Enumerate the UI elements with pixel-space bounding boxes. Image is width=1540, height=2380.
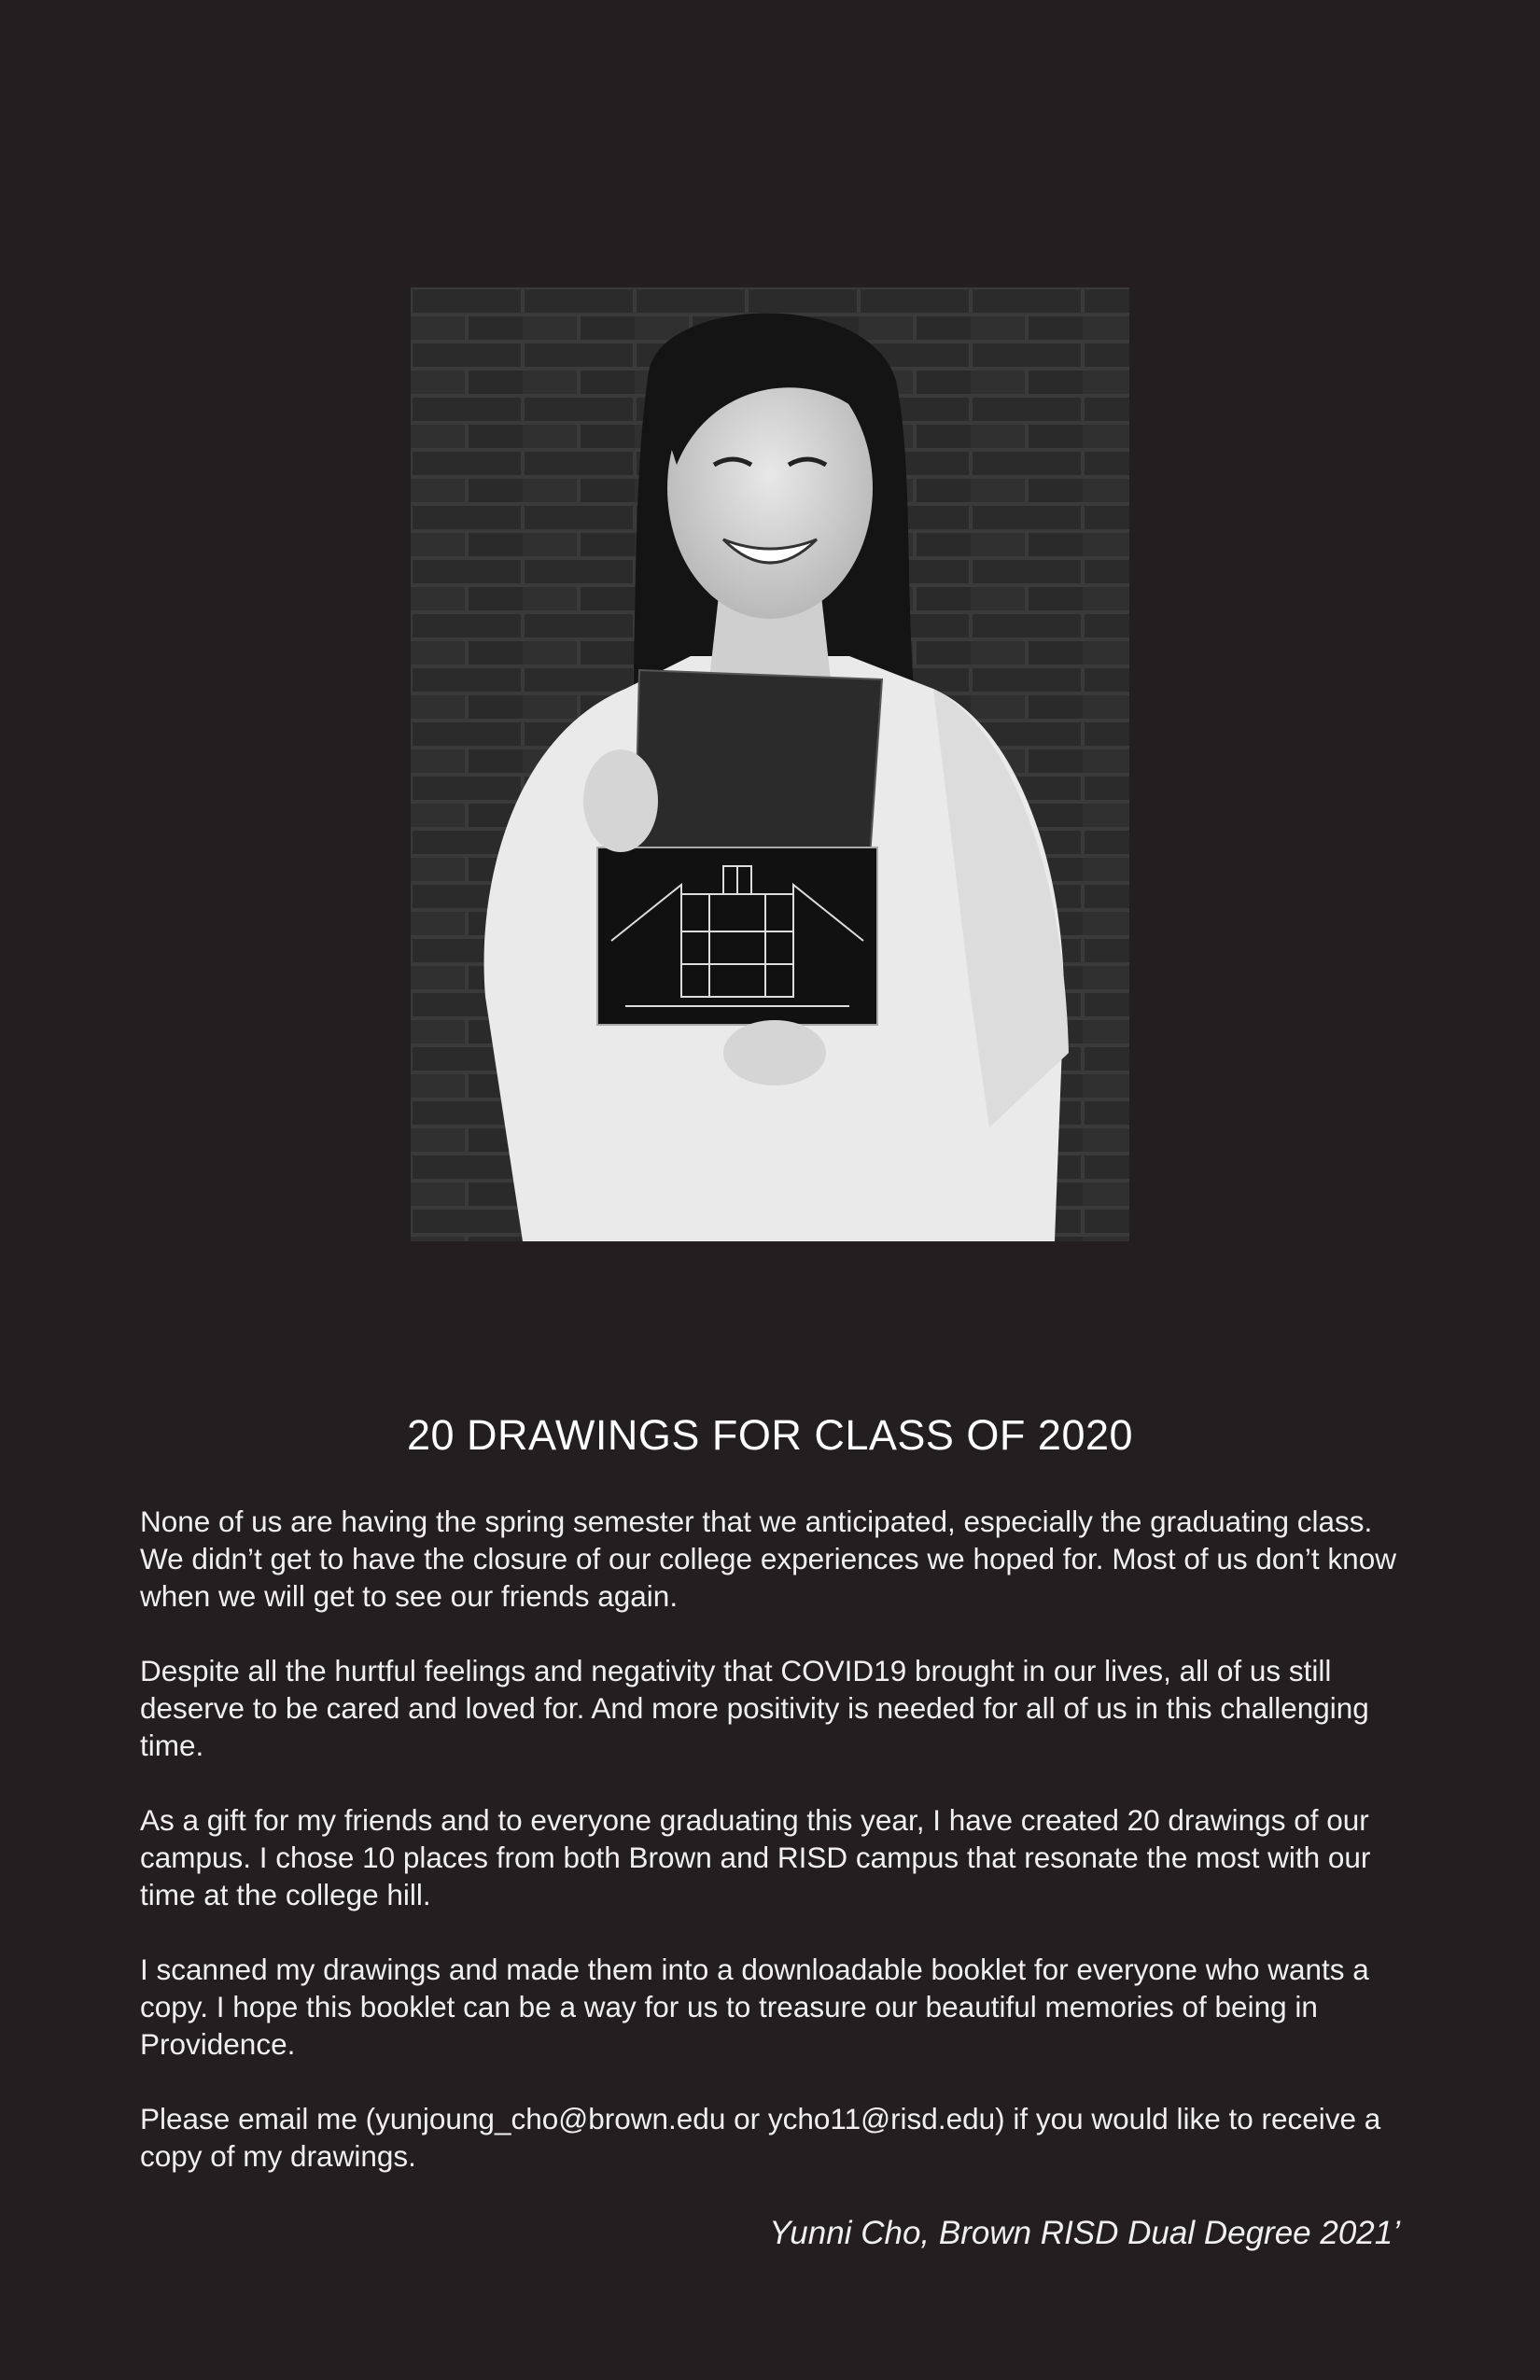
paragraph: Please email me (yunjoung_cho@brown.edu or ycho11@risd.edu) if you would like to receive a copy of my drawings. bbox=[140, 2102, 1381, 2173]
paragraph: Despite all the hurtful feelings and negativity that COVID19 brought in our lives, all of us still deserve to be cared and loved for. And more positivity is needed for all of us in this challenging time. bbox=[140, 1654, 1369, 1762]
page-title: 20 DRAWINGS FOR CLASS OF 2020 bbox=[406, 1411, 1134, 1459]
paragraph: I scanned my drawings and made them into a downloadable booklet for everyone who wants a copy. I hope this booklet can be a way for us to treasure our beautiful memories of being in Providence. bbox=[140, 1953, 1369, 2061]
signature: Yunni Cho, Brown RISD Dual Degree 2021’ bbox=[769, 2215, 1400, 2251]
paragraph: As a gift for my friends and to everyone graduating this year, I have created 20 drawings of our campus. I chose 10 places from both Brown and RISD campus that resonate the most with our time at the college hill. bbox=[140, 1803, 1371, 1911]
body-text bbox=[140, 1503, 1405, 2212]
paragraph: None of us are having the spring semester that we anticipated, especially the graduating class. We didn’t get to have the closure of our college experiences we hoped for. Most of us don’t know when we will get to see our friends again. bbox=[140, 1505, 1396, 1613]
portrait-photo bbox=[411, 287, 1129, 1241]
